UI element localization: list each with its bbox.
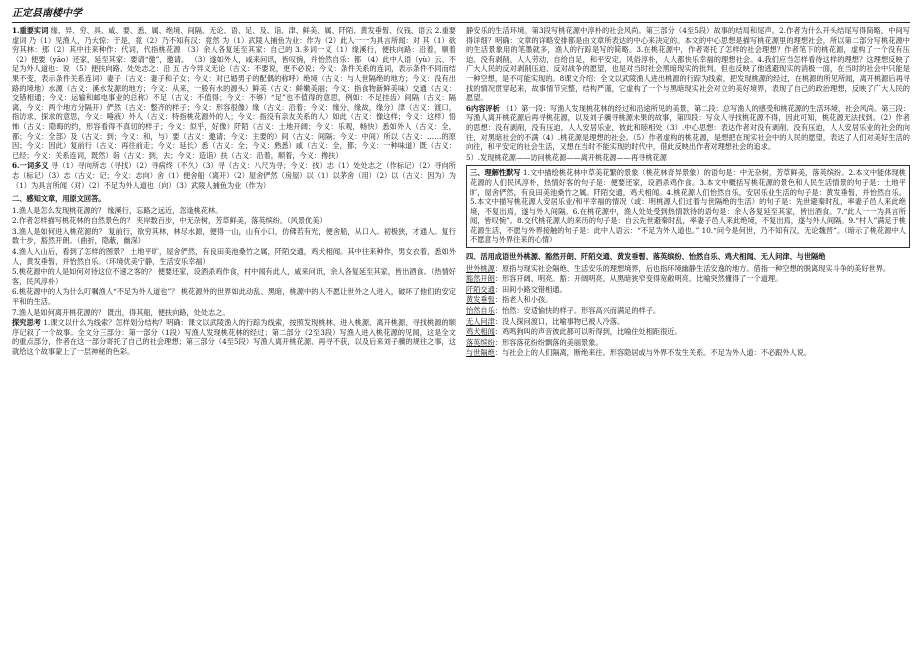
- explore-section: [12, 318, 456, 356]
- idiom-item: 黄发垂髫：指老人和小孩。: [466, 295, 553, 305]
- page-header: [12, 6, 910, 23]
- question-item: 7.渔人是如何离开桃花源的？ 既出，得其船，便扶向路，处处志之。: [12, 307, 230, 317]
- idiom-item: 无人问津：没人探问渡口，比喻事物已被人冷落。: [466, 316, 625, 326]
- route-text: 5）.发现桃花源——访问桃花源——离开桃花源——再寻桃花源: [466, 152, 667, 162]
- idiom-item: 与世隔绝：与社会上的人们隔离，断绝来往。形容隐居或与外界不发生关系。不足为外人道：不必跟外人说。: [466, 348, 812, 358]
- eval-body: （1）第一段：写渔人发现桃花林的经过和沿途所见的美景，第二段：总写渔人的感受和桃花源的生活环境，社会风尚。第三段：写渔人离开桃花源后再寻桃花源，以及刘子骥寻桃源未果的故事，第四段：写众人寻找桃花源不得，因此可知，桃花源无法找到。（2）作者的思想：没有剥削，没有压迫，人人安居乐业，彼此和睦相处（3）.中心思想：表达作者对没有剥削、没有压迫，人人安居乐业的社会的向往，对黑暗社会的不满（4）.桃花源是理想的社会。（5）作者虚构的桃花源，是想把在现实社会中的人民的愿望，表达了人们对美好生活的向往，和平安定的社会生活，又想在当时不能实现的时代中，借此反映出作者对理想社会的追求。: [466, 103, 910, 152]
- question-item: 1.渔人是怎么发现桃花源的？ 缘溪行，忘路之远近，忽逢桃花林。: [12, 205, 223, 215]
- question-item: 3.渔人是如何进入桃花源的？ 复前行，欲穷其林，林尽水源，便得一山，山有小口，仿佛若有光，便舍船，从口入。初极狭，才通人。复行数十步，豁然开朗。（曲折，隐蔽，幽深）: [12, 226, 456, 246]
- idiom-term: 鸡犬相闻: [466, 327, 495, 337]
- left-column: [12, 26, 456, 652]
- idiom-item: 豁然开朗：形容开阔、明亮。豁：开阔明亮。从黑暗狭窄变得宽敞明亮。比喻突然懂得了一个道理。: [466, 274, 783, 284]
- question-item: 6.桃花源中的人为什么叮嘱渔人“不足为外人道也”？ 桃花源外的世界如此动乱、黑暗，桃源中的人不愿让世外之人进入，破坏了他们的安定平和的生活。: [12, 287, 456, 307]
- idiom-term: 世外桃源: [466, 263, 495, 273]
- idiom-term: 阡陌交通: [466, 284, 495, 294]
- idiom-def: 形容落花纷纷飘落的美丽景象。: [501, 337, 603, 347]
- eval-section: [466, 104, 910, 152]
- idiom-def: 怡然：安适愉快的样子。形容高兴而满足的样子。: [501, 306, 661, 316]
- question-item: 5.桃花源中的人是如何对待这位不速之客的？ 便要还家，设酒杀鸡作食，村中闻有此人，咸来问讯，余人各复延至其家，皆出酒食。（热情好客，民风淳朴）: [12, 267, 456, 286]
- idiom-term: 与世隔绝: [466, 348, 495, 358]
- idiom-term: 无人问津: [466, 316, 495, 326]
- exercise-box: [466, 165, 910, 248]
- idiom-term: 豁然开朗: [466, 274, 495, 284]
- vocab-title: 1.重要实词: [12, 26, 49, 35]
- idiom-item: 怡然自乐：怡然：安适愉快的样子。形容高兴而满足的样子。: [466, 306, 661, 316]
- poly-title: 6.一词多义: [12, 161, 49, 171]
- idiom-term: 怡然自乐: [466, 306, 495, 316]
- explore-title: 探究思考: [12, 318, 41, 328]
- idiom-def: 没人探问渡口，比喻事物已被人冷落。: [501, 316, 625, 326]
- question-item: 2.作者怎样描写桃花林的自然景色的？ 夹岸数百步，中无杂树，芳草鲜美，落英缤纷。（风景优美）: [12, 216, 327, 226]
- idiom-term: 落英缤纷: [466, 337, 495, 347]
- idiom-def: 鸡鸣狗叫的声音彼此都可以听得到，比喻住处相距很近。: [501, 327, 682, 337]
- idiom-term: 黄发垂髫: [466, 295, 495, 305]
- idiom-def: 与社会上的人们隔离，断绝来往。形容隐居或与外界不发生关系。不足为外人道：不必跟外人说。: [501, 348, 812, 358]
- intro-text: 静安乐的生活环境。第3段写桃花源中淳朴的社会风尚。第三部分（4至5段）故事的结局和尾声。2.作者为什么开头结尾写得简略，中间写得详细？明确：文章的详略安排都是由文章所表达的中心来决定的。本文的中心思想是描写桃花源里的理想社会，所以第二部分写桃花源中的生活景象用的笔墨就多，渔人的行踪是写的简略。3.在桃花源中，作者寄托了怎样的社会理想？作者笔下的桃花源，虚构了一个没有压迫、没有剥削，人人劳动，自给自足，和平安定，风俗淳朴，人人都快乐幸福的理想社会。4.我们应当怎样看待这样的理想？这理想反映了广大人民的反对剥削压迫、反对战争的愿望，也是对当时社会黑暗现实的批判。但也反映了他逃避现实的消极一面，在当时的社会中只能是一种空想，是不可能实现的。8课文介绍：全文以武陵渔人进出桃源的行踪为线索，把发现桃源的经过，在桃源的所见所闻，离开桃源后再寻找的情况贯穿起来，故事情节完整，结构严谨，它虚构了一个与黑暗现实社会对立的美好境界，表现了自己的政治理想，反映了广大人民的愿望。: [466, 26, 910, 103]
- idiom-title: 四、活用成语世外桃源、豁然开朗、阡陌交通、黄发垂髫、落英缤纷、怡然自乐、鸡犬相闻、无人问津、与世隔绝: [466, 252, 826, 262]
- poly-section: [12, 161, 456, 190]
- exercise-title: 三、理解性默写: [470, 168, 521, 178]
- question-list: [12, 206, 456, 318]
- idiom-item: 鸡犬相闻：鸡鸣狗叫的声音彼此都可以听得到，比喻住处相距很近。: [466, 327, 682, 337]
- vocab-body: 缘、异、穷、具、咸、要、悉、属、绝境、间隔、无论、语、足、及、诣、津、鲜美、属、阡陌、黄发垂髫、仪钱、语云 2.重要虚词 乃（1）见渔人，乃大惊：于是，竟（2）乃不知有汉：竟然 为（1）武陵人捕鱼为业：作为（2）此人一一为具言所闻：对 其（1）欲穷其林：那（2）其中往来种作：代词，代指桃花源 （3）余人各复延至其家：自己的 3.多词一义（1）缘溪行，便扶向路：沿着，顺着 （2）便要（yāo）还家，延至其家：要请“邀”，邀请。 （3）遂如外人，咸来问讯，皆叹惋，并怡然自乐：都 （4）此中人语（yù）云、不足为外人道也：说 （5）便扶向路、处处志之：沿 五 古今异义无论（古义：不要说，更不必说；今义：条件关系的连词，表示条件不同而结果不变，表示条件关系连词）妻子（古义：妻子和子女；今义：对已婚男子的配偶的称呼）绝境（古义：与人世隔绝的地方；今义：没有出路的境地）水源（古义：溪水发源的地方；今义：从来，一般有水的源头）鲜美（古义：鲜嫩美丽；今义：指食物新鲜美味）交通（古义：交错相通；今义：运输和邮电事业的总称）不足（古义：不值得；今义：不够）“足”也不值得的意思，例如：不足挂齿）间隔（古义：隔离，今义：两个地方分隔开）俨然（古义：整齐的样子；今义：形容很像）缘（古义：沿着；今义：缘分，缘故，缘分）津（古义：渡口，指访求、探求的意思，今义：唾液）外人（古义：特指桃花源外的人；今义：指没有亲友关系的人）如此（古义：像这样；今义：这样）悟怖（古义：隐晦的约，形容看得不真切的样子；今义：似乎，好像）阡陌（古义：土地开阔；今义：乐观，畅快）悉如外人（古义：全，都；今义：全部）及（古义：到；今义：和，与）要（古义：邀请；今义：主要的）间（古义：间隔；今义：中间）所以（古义：……的原因；今义：因此）复前行（古义：再往前走；今义：延长）悉（古义：全；今义：熟悉）咸（古义：全，都；今义：一种味道）既（古义：已经；今义：关系连词，既然）诣（古义：到，去；今义：造诣）扶（古义：沿着，顺着，今义：搀扶）: [12, 26, 456, 160]
- vocab-section: [12, 26, 456, 160]
- eval-title: 6内容评析: [466, 103, 500, 113]
- question-item: 4.渔人入山后，看到了怎样的图景？ 土地平旷，屋舍俨然，有良田美池桑竹之属，阡陌交通，鸡犬相闻。其中往来种作，男女衣着，悉如外人，黄发垂髫，并怡然自乐。（环境优美宁静，生活安乐幸福）: [12, 247, 456, 266]
- idiom-item: 落英缤纷：形容落花纷纷飘落的美丽景象。: [466, 337, 603, 347]
- idiom-def: 田间小路交错相通。: [501, 284, 567, 294]
- idiom-def: 指老人和小孩。: [501, 295, 553, 305]
- exercise-body: 1.文中描绘桃花林中草美花繁的景象（桃花林奇异景象）的语句是：中无杂树，芳草鲜美，落英缤纷。2.本文中能体现桃花源的人们民风淳朴，热情好客的句子是：便要还家，设酒杀鸡作食。3.本文中概括写桃花源的景色和人民生活情景的句子是：土地平旷，屋舍俨然，有良田美池桑竹之属。阡陌交通，鸡犬相闻。4.桃花源人们怡然自乐，安居乐业生活的句子是：黄发垂髫，并怡然自乐。5.本文中描写桃花源人安居乐业/和平幸福的情况（或：明桃源人们过着与世隔绝的生活）的句子是：先世避秦时乱，率妻子邑人来此绝境，不复出焉，遂与外人间隔。6.在桃花源中，渔人处处受到热情款待的语句是：余人各复延至其家，皆出酒食。7.“此人一一为具言所闻，皆叹惋”。8.交代桃花源人的来历的句子是：自云先世避秦时乱，率妻子邑人来此绝境，不复出焉，遂与外人间隔。9.“村人”满足于桃花源生活，不愿与外界接触的句子是：此中人语云：“不足为外人道也。” 10.“问今是何世，乃不知有汉，无论魏晋”。（暗示了桃花源中人不愿意与外界往来的心情）: [470, 168, 906, 245]
- poly-body: 寻（1）寻向所志（寻找）（2）寻病终（不久）（3）寻（古义：八尺为寻；今义：找）志（1）处处志之（作标记）（2）寻向所志（标记）（3）志（古义：记；今义：志向）舍（1）便舍船（离开）（2）屋舍俨然（房屋）以（1）以茅舍（用）（2）以（古义：因为）为（1）为具言所闻（对）（2）不足为外人道也（向）（3）武陵人捕鱼为业（作为）: [12, 161, 456, 190]
- idiom-list: [466, 264, 910, 358]
- right-column: [466, 26, 910, 652]
- explore-body: 1.课文以什么为线索？怎样划分结构？明确：课文以武陵渔人的行踪为线索，按照发现桃林、进入桃源、离开桃源、寻找桃源的顺序记叙了一个故事。全文分三部分：第一部分（1段）写渔人发现桃花林的经过；第二部分（2至3段）写渔人进入桃花源的见闻，这是全文的重点部分，作者在这一部分寄托了自己的社会理想；第三部分（4至5段）写渔人离开桃花源、再寻不获，以及后来刘子骥的规往之事，这就给这个故事蒙上了一层神秘的色彩。: [12, 318, 456, 356]
- idiom-def: 形容开阔、明亮。豁：开阔明亮。从黑暗狭窄变得宽敞明亮。比喻突然懂得了一个道理。: [501, 274, 783, 284]
- school-name: 正定县南楼中学: [12, 8, 82, 19]
- idiom-item: 阡陌交通：田间小路交错相通。: [466, 284, 567, 294]
- idiom-def: 原指与现实社会隔绝、生活安乐的理想境界，后也指环境幽静生活安逸的地方。借指一种空想的脱离现实斗争的美好世界。: [501, 263, 891, 273]
- theme-title: 二、感知文章，用原文回答。: [12, 194, 106, 204]
- idiom-item: 世外桃源：原指与现实社会隔绝、生活安乐的理想境界，后也指环境幽静生活安逸的地方。借指一种空想的脱离现实斗争的美好世界。: [466, 263, 891, 273]
